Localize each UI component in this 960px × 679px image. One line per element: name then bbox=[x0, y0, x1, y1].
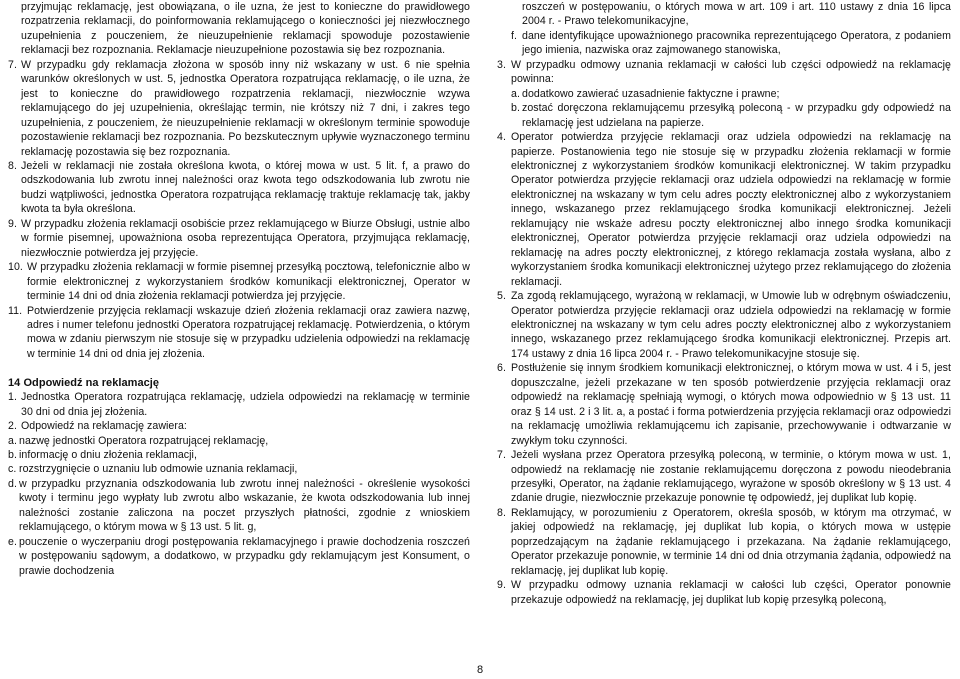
list-item: 7. Jeżeli wysłana przez Operatora przesyłką poleconą, w terminie, o którym mowa w ust. 1, odpowiedź na reklamację nie zostanie reklamującemu doręczona z powodu nieodebrania przesyłki, Operator, na żądanie reklamującego, wyrażone w sposób określony w § 13 ust. 4 zdanie drugie, niezwłocznie przekazuje ponownie tę odpowiedź, jej duplikat lub kopię. bbox=[497, 449, 951, 505]
sub-list-item: f. dane identyfikujące upoważnionego pracownika reprezentującego Operatora, z podaniem jego imienia, nazwiska oraz zajmowanego stanowiska, bbox=[511, 29, 951, 57]
left-column bbox=[8, 0, 470, 578]
sub-list-item: b. informację o dniu złożenia reklamacji, bbox=[8, 449, 197, 462]
sub-list-item: b. zostać doręczona reklamującemu przesyłką poleconą - w przypadku gdy odpowiedź na reklamację jest udzielana na papierze. bbox=[511, 102, 951, 129]
list-item: 8. Jeżeli w reklamacji nie została określona kwota, o której mowa w ust. 5 lit. f, a prawo do odszkodowania lub zwrotu innej należności oraz kwota tego odszkodowania lub zwrotu nie budzi wątpliwości, jednostka Operatora rozpatrująca reklamację traktuje reklamację tak, jakby kwota ta była określona. bbox=[8, 159, 470, 216]
list-item: 6. Postłużenie się innym środkiem komunikacji elektronicznej, o którym mowa w ust. 4 i 5, jest dopuszczalne, jeżeli przekazane w ten sposób potwierdzenie przyjęcia reklamacji oraz odpowiedź na reklamację spełniają wymogi, o których mowa odpowiednio w § 13 ust. 11 oraz § 14 ust. 2 i 3 lit. a, a postać i forma potwierdzenia przyjęcia reklamacji oraz odpowiedzi na reklamację umożliwia reklamującemu ich zapisanie, przechowywanie i odtwarzanie w zwykłym toku czynności. bbox=[497, 362, 951, 447]
list-item: 9. W przypadku złożenia reklamacji osobiście przez reklamującego w Biurze Obsługi, ustnie albo w formie pisemnej, upoważniona osoba reprezentująca Operatora, przyjmująca reklamację, niezwłocznie potwierdza jej przyjęcie. bbox=[8, 217, 470, 259]
list-item: 2. Odpowiedź na reklamację zawiera: bbox=[8, 420, 187, 433]
right-column bbox=[497, 0, 951, 607]
sub-list-item: c. rozstrzygnięcie o uznaniu lub odmowie uznania reklamacji, bbox=[8, 463, 298, 476]
list-item: 7. W przypadku gdy reklamacja złożona w sposób inny niż wskazany w ust. 6 nie spełnia warunków określonych w ust. 5, jednostka Operatora rozpatrująca reklamację, o ile uzna, że jest to konieczne do prawidłowego rozpatrzenia reklamacji, niezwłocznie wzywa reklamującego do jej uzupełnienia, określając termin, nie krótszy niż 7 dni, i zakres tego uzupełnienia, z pouczeniem, że nieuzupełnienie reklamacji w określonym terminie spowoduje pozostawienie reklamacji bez rozpoznania. Po bezskutecznym upływie wyznaczonego terminu reklamację pozostawia się bez rozpoznania. bbox=[8, 58, 470, 158]
sub-list-item: e. pouczenie o wyczerpaniu drogi postępowania reklamacyjnego i prawie dochodzenia roszczeń w postępowaniu sądowym, a dodatkowo, w przypadku gdy reklamującym jest Konsument, o prawie dochodzenia bbox=[8, 535, 470, 577]
list-item: 4. Operator potwierdza przyjęcie reklamacji oraz udziela odpowiedzi na reklamację na papierze. Postanowienia tego nie stosuje się w przypadku złożenia reklamacji w formie elektronicznej z wykorzystaniem środków komunikacji elektronicznej. W takim przypadku Operator potwierdza przyjęcie reklamacji oraz udziela odpowiedzi na reklamację w formie elektronicznej na wskazany w tym celu adres poczty elektronicznej albo z wykorzystaniem innego, wskazanego przez reklamującego środka komunikacji elektronicznej. Jeżeli reklamujący nie wskaże adresu poczty elektronicznej albo innego środka komunikacji elektronicznej, Operator potwierdza przyjęcie reklamacji oraz udziela odpowiedzi na reklamację na adres poczty elektronicznej, z którego reklamacja została wysłana, albo z wykorzystaniem środka komunikacji elektronicznej użytego przez reklamującego do złożenia reklamacji. bbox=[497, 131, 951, 288]
list-item: 5. Za zgodą reklamującego, wyrażoną w reklamacji, w Umowie lub w odrębnym oświadczeniu, Operator potwierdza przyjęcie reklamacji oraz udziela odpowiedzi na reklamację w formie elektronicznej na wskazany w tym celu adres poczty elektronicznej albo z wykorzystaniem innego, wskazanego przez reklamującego środka komunikacji elektronicznej. Przepis art. 174 ustawy z dnia 16 lipca 2004 r. - Prawo telekomunikacyjne stosuje się. bbox=[497, 290, 951, 360]
list-item: 8. Reklamujący, w porozumieniu z Operatorem, określa sposób, w którym ma otrzymać, w jakiej odpowiedź na reklamację, jej duplikat lub kopia, o których mowa w ustępie poprzedzającym na żądanie reklamującego i przekazana. Na żądanie reklamującego, Operator przekazuje ponownie, w terminie 14 dni od dnia otrzymania żądania, odpowiedź na reklamację, jej duplikat lub kopię. bbox=[497, 506, 951, 577]
page-number: 8 bbox=[476, 664, 484, 676]
sub-list-item: a. nazwę jednostki Operatora rozpatrującej reklamację, bbox=[8, 434, 269, 447]
section-heading: 14 Odpowiedź na reklamację bbox=[8, 376, 160, 389]
continued-paragraph: przyjmując reklamację, jest obowiązana, o ile uzna, że jest to konieczne do prawidłowego rozpatrzenia reklamacji, do poinformowania reklamującego o konieczności jej niezwłocznego uzupełnienia z pouczeniem, że nieuzupełnienie reklamacji spowoduje pozostawienie reklamacji bez rozpoznania. Reklamacje nieuzupełnione pozostawia się bez rozpoznania. bbox=[21, 1, 470, 57]
sub-list-item: a. dodatkowo zawierać uzasadnienie faktyczne i prawne; bbox=[511, 87, 780, 100]
list-item: 9. W przypadku odmowy uznania reklamacji w całości lub części, Operator ponownie przekazuje odpowiedź na reklamację, jej duplikat lub kopię przesyłką poleconą, bbox=[497, 579, 951, 606]
sub-list-item: d. w przypadku przyznania odszkodowania lub zwrotu innej należności - określenie wysokości kwoty i terminu jego wypłaty lub zwrotu albo wskazanie, że kwota odszkodowania lub innej należności zostanie zaliczona na poczet przyszłych płatności, zgodnie z wnioskiem reklamującego, o którym mowa w § 13 ust. 5 lit. g, bbox=[8, 477, 470, 534]
list-item: 3. W przypadku odmowy uznania reklamacji w całości lub części odpowiedź na reklamację powinna: bbox=[497, 58, 951, 86]
continued-paragraph: roszczeń w postępowaniu, o których mowa w art. 109 i art. 110 ustawy z dnia 16 lipca 2004 r. - Prawo telekomunikacyjne, bbox=[522, 1, 951, 28]
list-item: 11. Potwierdzenie przyjęcia reklamacji wskazuje dzień złożenia reklamacji oraz zawiera nazwę, adres i numer telefonu jednostki Operatora rozpatrującej reklamację. Potwierdzenia, o którym mowa w zdaniu pierwszym nie stosuje się w przypadku udzielenia odpowiedzi na reklamację w terminie 14 dni od dnia jej złożenia. bbox=[8, 304, 470, 360]
list-item: 1. Jednostka Operatora rozpatrująca reklamację, udziela odpowiedzi na reklamację w terminie 30 dni od dnia jej złożenia. bbox=[8, 391, 470, 418]
list-item: 10. W przypadku złożenia reklamacji w formie pisemnej przesyłką pocztową, telefonicznie albo w formie elektronicznej z wykorzystaniem środków komunikacji elektronicznej, Operator w terminie 14 dni od dnia złożenia reklamacji potwierdza jej przyjęcie. bbox=[8, 261, 470, 303]
